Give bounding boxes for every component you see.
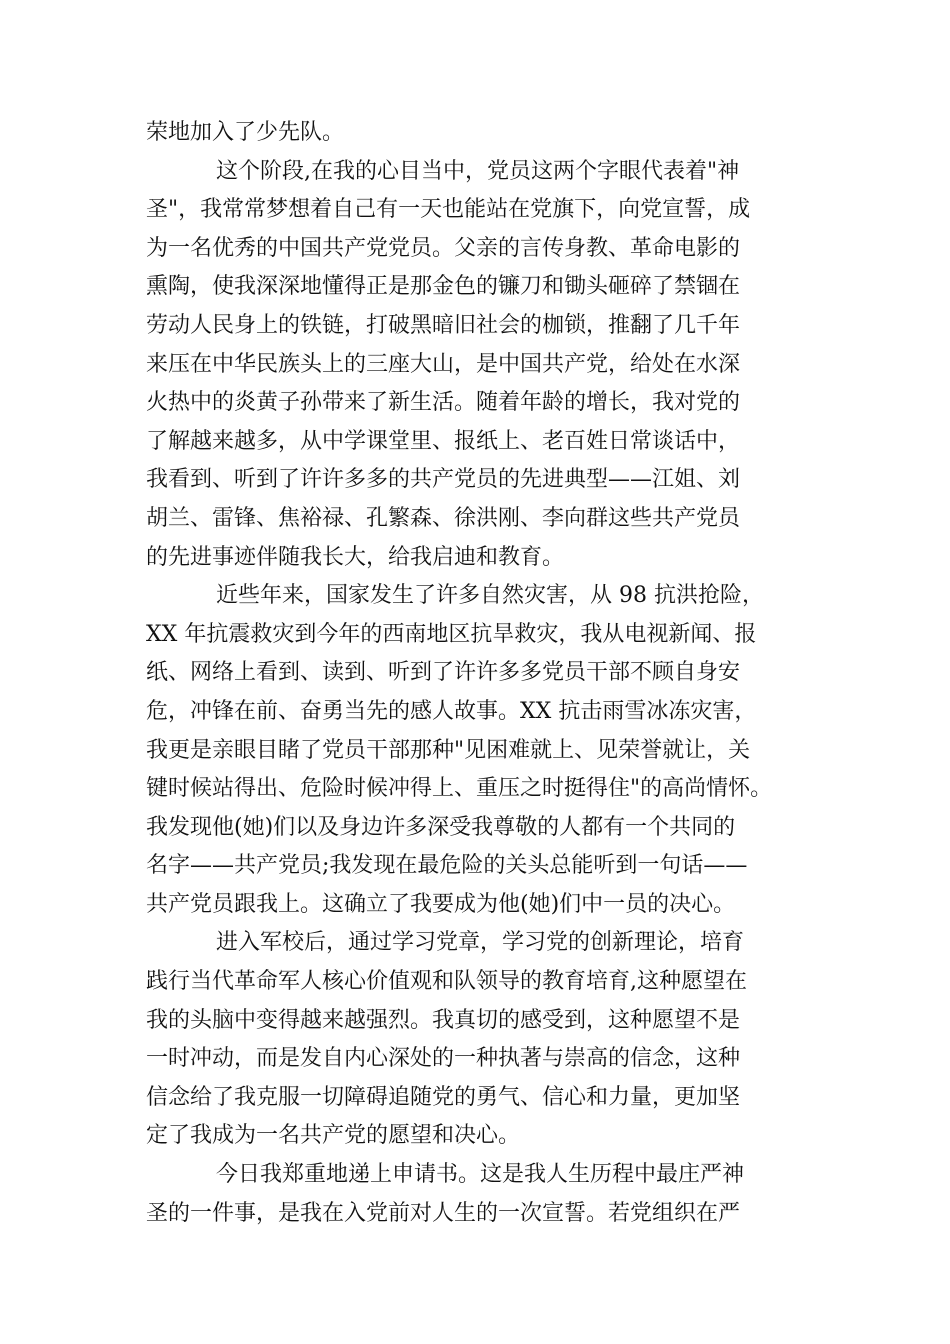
text-line: 共产党员跟我上。这确立了我要成为他(她)们中一员的决心。 xyxy=(146,891,736,917)
text-line: 名字——共产党员;我发现在最危险的关头总能听到一句话—— xyxy=(146,853,748,879)
text-line: 了解越来越多，从中学课堂里、报纸上、老百姓日常谈话中， xyxy=(146,428,741,454)
text-line: 纸、网络上看到、读到、听到了许许多多党员干部不顾自身安 xyxy=(146,660,741,686)
text-line: XX 年抗震救灾到今年的西南地区抗旱救灾，我从电视新闻、报 xyxy=(146,621,757,647)
text-line: 我更是亲眼目睹了党员干部那种"见困难就上、见荣誉就让，关 xyxy=(146,737,751,763)
text-line: 胡兰、雷锋、焦裕禄、孔繁森、徐洪刚、李向群这些共产党员 xyxy=(146,505,741,531)
text-line: 圣"，我常常梦想着自己有一天也能站在党旗下，向党宣誓，成 xyxy=(146,197,751,223)
text-line: 键时候站得出、危险时候冲得上、重压之时挺得住"的高尚情怀。 xyxy=(146,776,773,802)
text-line: 来压在中华民族头上的三座大山，是中国共产党，给处在水深 xyxy=(146,351,741,377)
text-line: 熏陶，使我深深地懂得正是那金色的镰刀和锄头砸碎了禁锢在 xyxy=(146,274,741,300)
text-line: 为一名优秀的中国共产党党员。父亲的言传身教、革命电影的 xyxy=(146,235,741,261)
text-line: 进入军校后，通过学习党章，学习党的创新理论，培育 xyxy=(216,930,745,956)
text-line: 践行当代革命军人核心价值观和队领导的教育培育,这种愿望在 xyxy=(146,969,747,995)
text-line: 的先进事迹伴随我长大，给我启迪和教育。 xyxy=(146,544,565,570)
text-line: 火热中的炎黄子孙带来了新生活。随着年龄的增长，我对党的 xyxy=(146,390,741,416)
text-line: 今日我郑重地递上申请书。这是我人生历程中最庄严神 xyxy=(216,1162,745,1188)
text-line: 近些年来，国家发生了许多自然灾害，从 98 抗洪抢险， xyxy=(216,583,764,609)
text-line: 圣的一件事，是我在入党前对人生的一次宣誓。若党组织在严 xyxy=(146,1200,741,1226)
text-line: 这个阶段,在我的心目当中，党员这两个字眼代表着"神 xyxy=(216,158,740,184)
text-line: 一时冲动，而是发自内心深处的一种执著与崇高的信念，这种 xyxy=(146,1046,741,1072)
document-body-text xyxy=(146,114,826,1233)
text-line: 荣地加入了少先队。 xyxy=(146,120,345,145)
text-line: 定了我成为一名共产党的愿望和决心。 xyxy=(146,1123,521,1149)
text-line: 信念给了我克服一切障碍追随党的勇气、信心和力量，更加坚 xyxy=(146,1084,741,1110)
text-line: 我的头脑中变得越来越强烈。我真切的感受到，这种愿望不是 xyxy=(146,1007,741,1033)
text-line: 我看到、听到了许许多多的共产党员的先进典型——江姐、刘 xyxy=(146,467,741,493)
text-line: 危，冲锋在前、奋勇当先的感人故事。XX 抗击雨雪冰冻灾害， xyxy=(146,698,757,724)
text-line: 我发现他(她)们以及身边许多深受我尊敬的人都有一个共同的 xyxy=(146,814,736,840)
text-line: 劳动人民身上的铁链，打破黑暗旧社会的枷锁，推翻了几千年 xyxy=(146,312,741,338)
